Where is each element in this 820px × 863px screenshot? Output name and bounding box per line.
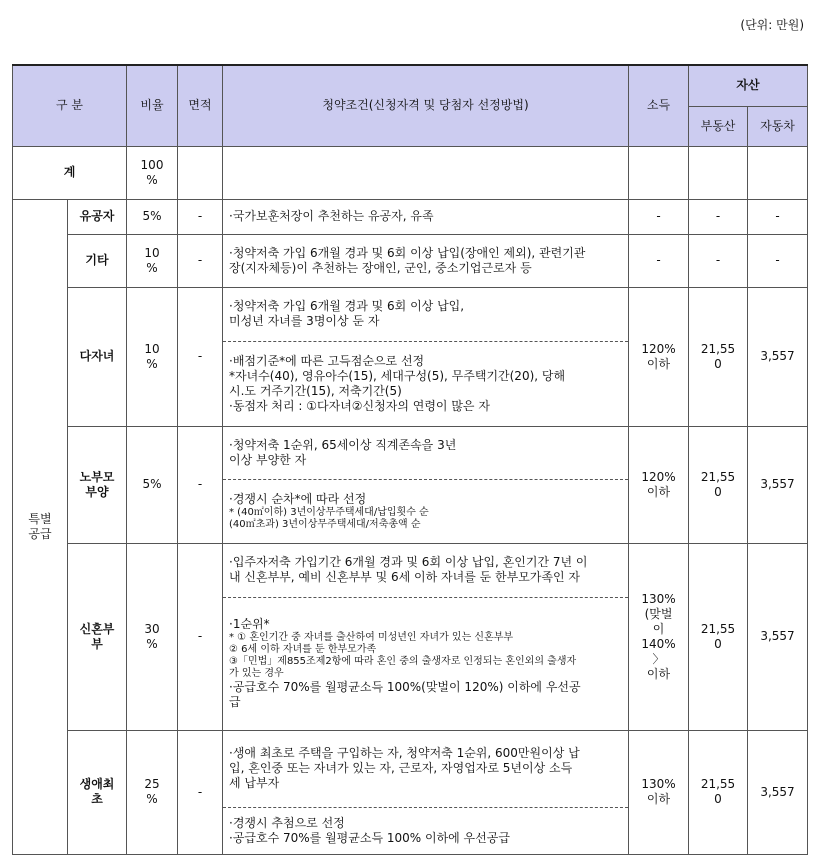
ratio-value: 30	[144, 621, 160, 636]
condition-line: ·청약저축 가입 6개월 경과 및 6회 이상 납입(장애인 제외), 관련기관	[229, 245, 586, 260]
row-label	[68, 543, 127, 730]
label-line: 노부모	[79, 469, 115, 484]
row-car: 3,557	[748, 543, 808, 730]
table-row	[13, 426, 808, 543]
row-realestate	[689, 287, 748, 426]
header-realestate: 부동산	[689, 106, 748, 146]
row-realestate: -	[689, 199, 748, 234]
condition-line: ·공급호수 70%를 월평균소득 100%(맞벌이 120%) 이하에 우선공	[229, 680, 581, 694]
condition-eligibility	[223, 427, 628, 479]
realestate-value: 21,55	[700, 777, 736, 791]
total-row	[13, 146, 808, 199]
income-note: 이	[652, 621, 665, 636]
header-ratio: 비율	[127, 65, 178, 146]
condition-line: (40㎡초과) 3년이상무주택세대/저축총액 순	[229, 518, 421, 530]
total-realestate	[689, 146, 748, 199]
row-car: 3,557	[748, 426, 808, 543]
table-row	[13, 199, 808, 234]
row-car: 3,557	[748, 287, 808, 426]
realestate-value: 21,55	[700, 621, 736, 636]
row-car: 3,557	[748, 730, 808, 854]
condition-line: 시.도 거주기간(15), 저축기간(5)	[229, 383, 402, 398]
row-ratio	[127, 234, 178, 287]
ratio-unit: %	[146, 260, 158, 275]
row-realestate	[689, 543, 748, 730]
total-ratio-unit: %	[146, 172, 158, 187]
header-gubun: 구 분	[13, 65, 127, 146]
row-area: -	[178, 234, 223, 287]
condition-line: ·동점자 처리 : ①다자녀②신청자의 연령이 많은 자	[229, 398, 490, 413]
realestate-value-cont: 0	[714, 792, 722, 806]
income-note: (맞벌	[644, 606, 673, 621]
condition-eligibility	[223, 731, 628, 807]
row-ratio	[127, 730, 178, 854]
condition-line: ·입주자저축 가입기간 6개월 경과 및 6회 이상 납입, 혼인기간 7년 이	[229, 555, 588, 569]
row-area: -	[178, 426, 223, 543]
ratio-value: 25	[144, 777, 160, 791]
table-row	[13, 287, 808, 426]
ratio-unit: %	[146, 792, 158, 806]
special-supply-table	[12, 64, 808, 855]
condition-line: 장(지자체등)이 추천하는 장애인, 군인, 중소기업근로자 등	[229, 260, 532, 275]
label-line: 신혼부	[79, 621, 115, 636]
row-car: -	[748, 234, 808, 287]
row-ratio	[127, 543, 178, 730]
row-condition: ·국가보훈처장이 추천하는 유공자, 유족	[223, 199, 629, 234]
row-ratio: 5%	[127, 426, 178, 543]
row-income: -	[629, 199, 689, 234]
row-realestate	[689, 730, 748, 854]
row-area: -	[178, 199, 223, 234]
condition-line: ·배점기준*에 따른 고득점순으로 선정	[229, 353, 425, 368]
condition-line: ·공급호수 70%를 월평균소득 100% 이하에 우선공급	[229, 830, 510, 845]
condition-line: * (40㎡이하) 3년이상무주택세대/납입횟수 순	[229, 506, 429, 518]
row-condition	[223, 234, 629, 287]
realestate-value: 21,55	[700, 341, 736, 356]
ratio-value: 10	[144, 245, 160, 260]
condition-line: 급	[229, 695, 241, 709]
row-income	[629, 287, 689, 426]
condition-line: 내 신혼부부, 예비 신혼부부 및 6세 이하 자녀를 둔 한부모가족인 자	[229, 570, 580, 584]
row-condition	[223, 543, 629, 730]
condition-line: ·경쟁시 순차*에 따라 선정	[229, 491, 367, 506]
condition-line: 세 납부자	[229, 776, 280, 790]
income-suffix: 이하	[646, 666, 671, 681]
label-line: 부양	[85, 484, 109, 499]
unit-note: (단위: 만원)	[740, 18, 804, 32]
table-row	[13, 730, 808, 854]
row-area: -	[178, 543, 223, 730]
condition-line: 입, 혼인중 또는 자녀가 있는 자, 근로자, 자영업자로 5년이상 소득	[229, 761, 573, 775]
income-suffix: 이하	[646, 484, 671, 499]
row-condition	[223, 287, 629, 426]
ratio-value: 10	[144, 341, 160, 356]
row-label: 다자녀	[68, 287, 127, 426]
row-ratio: 5%	[127, 199, 178, 234]
row-area: -	[178, 730, 223, 854]
condition-line: ·생애 최초로 주택을 구입하는 자, 청약저축 1순위, 600만원이상 납	[229, 746, 580, 760]
realestate-value-cont: 0	[714, 636, 722, 651]
label-line: 부	[91, 636, 103, 651]
header-area: 면적	[178, 65, 223, 146]
income-value: 120%	[641, 341, 676, 356]
row-label: 유공자	[68, 199, 127, 234]
income-suffix: 이하	[646, 792, 671, 806]
realestate-value-cont: 0	[714, 484, 722, 499]
total-condition	[223, 146, 629, 199]
condition-eligibility	[223, 544, 628, 597]
row-car: -	[748, 199, 808, 234]
row-condition	[223, 426, 629, 543]
condition-line: 이상 부양한 자	[229, 452, 307, 467]
row-income: -	[629, 234, 689, 287]
condition-line: ③「민법」제855조제2항에 따라 혼인 중의 출생자로 인정되는 혼인외의 출생자	[229, 656, 577, 667]
label-line: 초	[91, 792, 103, 806]
special-label-line2: 공급	[28, 526, 52, 541]
condition-line: ② 6세 이하 자녀를 둔 한부모가족	[229, 644, 377, 655]
income-value: 130%	[641, 777, 676, 791]
condition-line: * ① 혼인기간 중 자녀를 출산하여 미성년인 자녀가 있는 신혼부부	[229, 632, 514, 643]
row-label: 기타	[68, 234, 127, 287]
header-asset: 자산	[689, 65, 808, 106]
row-label	[68, 426, 127, 543]
total-ratio-value: 100	[140, 157, 164, 172]
condition-line: ·경쟁시 추첨으로 선정	[229, 815, 345, 830]
special-label-line1: 특별	[28, 511, 52, 526]
row-income	[629, 426, 689, 543]
total-income	[629, 146, 689, 199]
row-realestate: -	[689, 234, 748, 287]
row-income	[629, 730, 689, 854]
condition-selection	[223, 341, 628, 426]
header-car: 자동차	[748, 106, 808, 146]
row-condition	[223, 730, 629, 854]
condition-line: 가 있는 경우	[229, 668, 284, 679]
header-row	[13, 65, 808, 106]
header-condition: 청약조건(신청자격 및 당첨자 선정방법)	[223, 65, 629, 146]
income-note: 140%	[641, 636, 676, 651]
row-realestate	[689, 426, 748, 543]
condition-eligibility	[223, 288, 628, 341]
row-ratio	[127, 287, 178, 426]
header-income: 소득	[629, 65, 689, 146]
condition-selection	[223, 597, 628, 730]
ratio-unit: %	[146, 636, 158, 651]
special-supply-label	[13, 199, 68, 854]
income-value: 130%	[641, 591, 676, 606]
condition-line: ·청약저축 가입 6개월 경과 및 6회 이상 납입,	[229, 299, 465, 313]
income-note: 〉	[652, 651, 665, 666]
ratio-unit: %	[146, 356, 158, 371]
label-line: 생애최	[79, 777, 115, 791]
table-row	[13, 234, 808, 287]
realestate-value-cont: 0	[714, 356, 722, 371]
row-label	[68, 730, 127, 854]
realestate-value: 21,55	[700, 469, 736, 484]
total-label: 계	[13, 146, 127, 199]
table-row	[13, 543, 808, 730]
row-area: -	[178, 287, 223, 426]
income-value: 120%	[641, 469, 676, 484]
condition-selection	[223, 807, 628, 854]
income-suffix: 이하	[646, 356, 671, 371]
total-area	[178, 146, 223, 199]
condition-selection	[223, 479, 628, 543]
row-income	[629, 543, 689, 730]
condition-line: ·1순위*	[229, 617, 270, 631]
total-ratio	[127, 146, 178, 199]
condition-line: ·청약저축 1순위, 65세이상 직계존속을 3년	[229, 437, 457, 452]
condition-line: *자녀수(40), 영유아수(15), 세대구성(5), 무주택기간(20), 당해	[229, 368, 566, 383]
total-car	[748, 146, 808, 199]
condition-line: 미성년 자녀를 3명이상 둔 자	[229, 314, 380, 328]
